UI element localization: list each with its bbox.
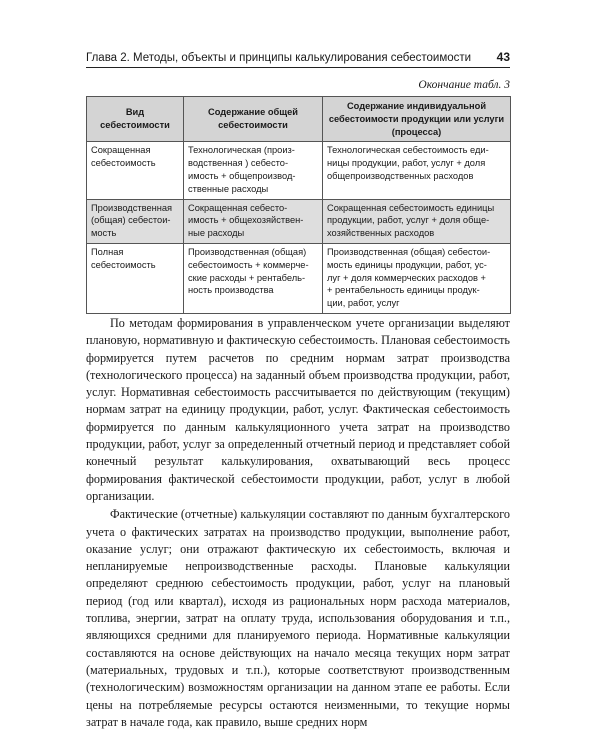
running-header xyxy=(86,50,510,64)
header-rule xyxy=(86,67,510,68)
cost-types-table xyxy=(86,96,511,314)
table-row xyxy=(87,243,511,313)
table-header-cell: Содержание индивидуальной себестоимости продукции или услуги (процесса) xyxy=(323,97,511,142)
chapter-title: Глава 2. Методы, объекты и принципы калькулирования себестоимости xyxy=(86,52,472,64)
table-cell: Сокращенная себестоимость единицы продукции, работ, услуг + доля обще- хозяйственных расходов xyxy=(323,199,511,243)
table-cell: Технологическая (произ- водственная ) себесто- имость + общепроизвод- ственные расходы xyxy=(184,142,323,199)
table-row xyxy=(87,142,511,199)
page-number: 43 xyxy=(496,50,510,64)
table-cell: Полная себестоимость xyxy=(87,243,184,313)
table-header-cell: Вид себестоимости xyxy=(87,97,184,142)
table-header-row xyxy=(87,97,511,142)
table-header-cell: Содержание общей себестоимости xyxy=(184,97,323,142)
table-row xyxy=(87,199,511,243)
table-cell: Производственная (общая) себестоимость + коммерче- ские расходы + рентабель- ность производства xyxy=(184,243,323,313)
table-cell: Технологическая себестоимость еди- ницы продукции, работ, услуг + доля общепроизводственных расходов xyxy=(323,142,511,199)
table-caption: Окончание табл. 3 xyxy=(418,79,510,91)
body-text xyxy=(86,315,510,731)
table-cell: Производственная (общая) себестои- мость единицы продукции, работ, ус- луг + доля коммерческих расходов + + рентабельность единицы продук- ции, работ, услуг xyxy=(323,243,511,313)
table-cell: Сокращенная себестоимость xyxy=(87,142,184,199)
paragraph: По методам формирования в управленческом учете организации выделяют плановую, нормативную и фактическую себестоимость. Плановая себестоимость формируется путем расчетов по средним нормам затрат производства (технологического процесса) на заданный объем производства продукции, работ, услуг. Нормативная себестоимость рассчитывается по действующим (текущим) нормам затрат на единицу продукции, работ, услуг. Фактическая себестоимость формируется по данным калькуляционного учета затрат на производство продукции, работ, услуг за определенный отчетный период и представляет собой конечный результат калькулирования, охватывающий весь процесс формирования фактической себестоимости продукции, работ, услуг в любой организации. xyxy=(86,316,510,503)
paragraph: Фактические (отчетные) калькуляции составляют по данным бухгалтерского учета о фактических затратах на производство продукции, выполнение работ, оказание услуг; они отражают фактическую их себестоимость, включая и непланируемые непроизводственные расходы. Плановые калькуляции определяют среднюю себестоимость продукции, работ, услуг на плановый период (год или квартал), исходя из рациональных норм расхода материалов, топлива, энергии, затрат на оплату труда, использования оборудования и т.п., являющихся средними для планируемого периода. Нормативные калькуляции составляются на основе действующих на начало месяца текущих норм затрат (материальных, трудовых и т.п.), которые соответствуют производственным (технологическим) возможностям организации на данном этапе ее работы. Если цены на потребляемые ресурсы остаются неизменными, то текущие нормы затрат в начале года, как правило, выше средних норм xyxy=(86,507,510,729)
table-cell: Производственная (общая) себестои- мость xyxy=(87,199,184,243)
table-cell: Сокращенная себесто- имость + общехозяйствен- ные расходы xyxy=(184,199,323,243)
